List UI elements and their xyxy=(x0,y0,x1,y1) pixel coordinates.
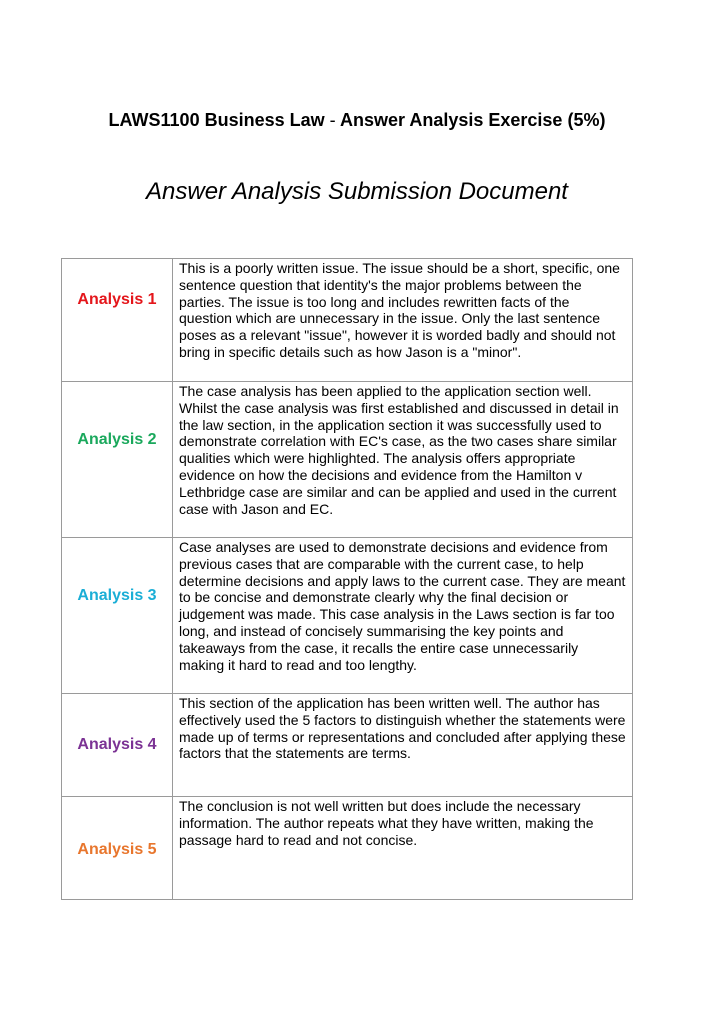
analysis-label: Analysis 4 xyxy=(77,736,157,753)
analysis-label-cell xyxy=(62,259,173,382)
analysis-label: Analysis 3 xyxy=(77,586,157,604)
course-title: LAWS1100 Business Law xyxy=(108,110,325,130)
document-subtitle: Answer Analysis Submission Document xyxy=(146,178,568,205)
analysis-text: The case analysis has been applied to the application section well. Whilst the case analysis was first established and discussed in detail in the law section, in the application section it was successfully used to demonstrate correlation with EC's case, as the two cases share similar qualities which were highlighted. The analysis offers appropriate evidence on how the decisions and evidence from the Hamilton v Lethbridge case are similar and can be applied and used in the current case with Jason and EC. xyxy=(173,382,633,538)
analysis-label: Analysis 2 xyxy=(77,430,157,448)
analysis-text: This section of the application has been written well. The author has effectively used the 5 factors to distinguish whether the statements were made up of terms or representations and concluded after applying these factors that the statements are terms. xyxy=(173,694,633,797)
analysis-row xyxy=(62,797,633,900)
analysis-label: Analysis 1 xyxy=(77,291,157,308)
analysis-row xyxy=(62,259,633,382)
analysis-label-cell xyxy=(62,694,173,797)
title-separator: - xyxy=(329,110,336,130)
document-header xyxy=(0,109,714,131)
analysis-row xyxy=(62,694,633,797)
analysis-text: The conclusion is not well written but does include the necessary information. The author repeats what they have written, making the passage hard to read and not concise. xyxy=(173,797,633,900)
analysis-label-cell xyxy=(62,797,173,900)
analysis-label: Analysis 5 xyxy=(77,841,157,858)
analysis-label-cell xyxy=(62,382,173,538)
analysis-table xyxy=(61,258,633,900)
exercise-title: Answer Analysis Exercise (5%) xyxy=(339,110,606,130)
analysis-text: Case analyses are used to demonstrate decisions and evidence from previous cases that are comparable with the current case, to help determine decisions and apply laws to the current case. They are meant to be concise and demonstrate clearly why the final decision or judgement was made. This case analysis in the Laws section is far too long, and instead of concisely summarising the key points and takeaways from the case, it recalls the entire case unnecessarily making it hard to read and too lengthy. xyxy=(173,538,633,694)
analysis-row xyxy=(62,538,633,694)
analysis-text: This is a poorly written issue. The issue should be a short, specific, one sentence question that identity's the major problems between the parties. The issue is too long and includes rewritten facts of the question which are unnecessary in the issue. Only the last sentence poses as a relevant "issue", however it is worded badly and should not bring in specific details such as how Jason is a "minor". xyxy=(173,259,633,382)
analysis-row xyxy=(62,382,633,538)
analysis-label-cell xyxy=(62,538,173,694)
